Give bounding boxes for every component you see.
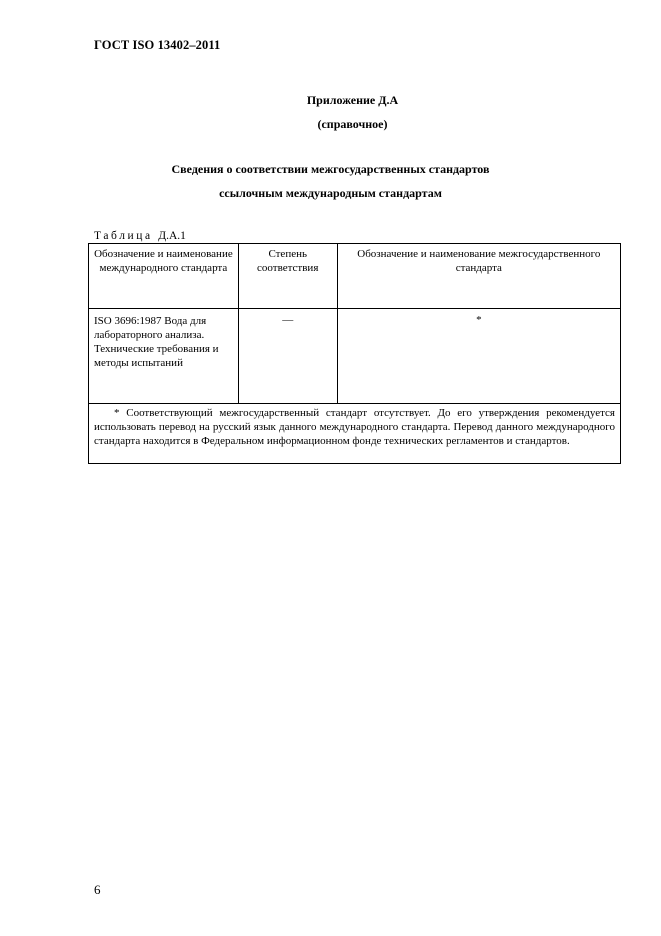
annex-title: Приложение Д.А <box>306 93 399 107</box>
header-degree-of-correspondence: Степень соответствия <box>238 244 337 309</box>
correspondence-table <box>88 243 621 464</box>
table-footnote: * Соответствующий межгосударственный стандарт отсутствует. До его утверждения рекомендуется использовать перевод на русский язык данного международного стандарта. Перевод данного международного стандарта находится в Федеральном информационном фонде технических регламентов и стандартов. <box>94 407 615 447</box>
cell-interstate-standard: * <box>337 309 620 404</box>
table-header-row <box>89 244 621 309</box>
header-international-standard: Обозначение и наименование международного стандарта <box>89 244 239 309</box>
page-number: 6 <box>94 882 101 897</box>
section-title-line-1: Сведения о соответствии межгосударственных стандартов <box>171 162 490 176</box>
table-caption-number: Д.А.1 <box>158 230 186 242</box>
table-caption-word: Таблица <box>94 230 153 242</box>
table-caption <box>94 230 186 242</box>
table-footnote-cell <box>89 404 621 464</box>
cell-degree-of-correspondence: — <box>238 309 337 404</box>
header-interstate-standard: Обозначение и наименование межгосударственного стандарта <box>337 244 620 309</box>
table-row <box>89 309 621 404</box>
table-footnote-row <box>89 404 621 464</box>
document-header: ГОСТ ISO 13402–2011 <box>94 38 221 52</box>
cell-international-standard: ISO 3696:1987 Вода для лабораторного анализа. Технические требования и методы испытаний <box>89 309 239 404</box>
annex-subtitle: (справочное) <box>317 117 388 131</box>
section-title-line-2: ссылочным международным стандартам <box>219 186 442 200</box>
